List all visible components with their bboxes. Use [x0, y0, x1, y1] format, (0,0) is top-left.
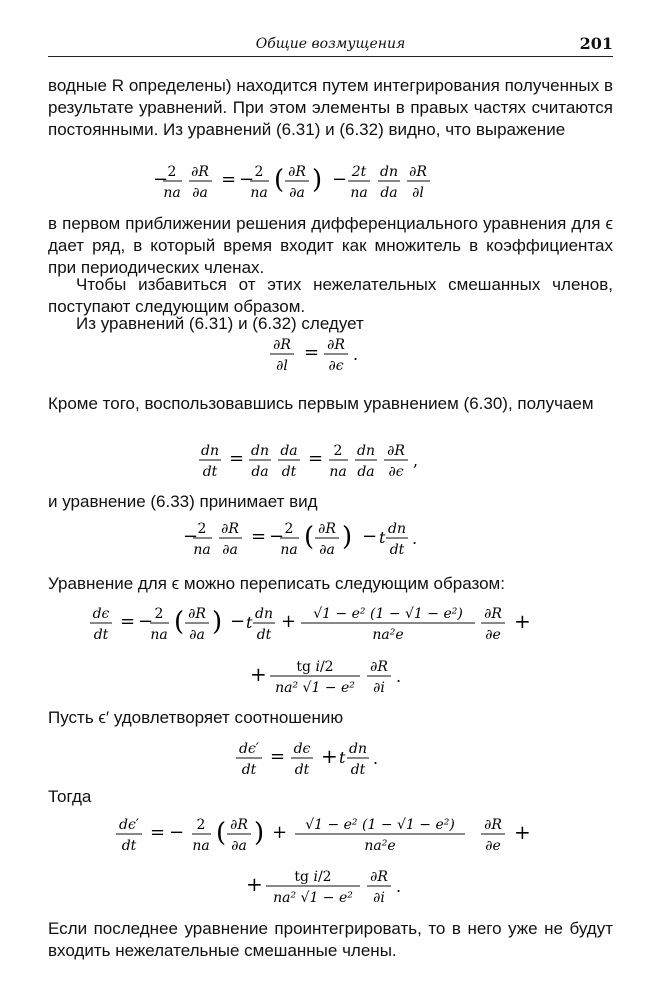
equation-4-graphic	[181, 515, 481, 561]
svg-text:dn: dn	[200, 443, 219, 459]
svg-text:∂R: ∂R	[484, 606, 502, 622]
svg-text:dϵ′: dϵ′	[119, 817, 139, 833]
paragraph-2: в первом приближении решения дифференциального уравнения для ϵ дает ряд, в который время входит как множитель в коэффициентах при периодических членах.	[48, 214, 613, 277]
svg-text:(: (	[174, 607, 185, 637]
svg-text:da: da	[250, 464, 269, 480]
svg-text:+: +	[320, 744, 338, 768]
svg-text:na: na	[328, 464, 347, 480]
svg-text:∂R: ∂R	[230, 817, 248, 833]
svg-text:−: −	[331, 169, 347, 190]
paragraph-10: Если последнее уравнение проинтегрировать, то в него уже не будут входить нежелательные смешанные члены.	[48, 919, 613, 960]
svg-text:): )	[311, 165, 322, 195]
svg-text:da: da	[379, 185, 398, 201]
svg-text:(: (	[216, 818, 227, 848]
svg-text:+: +	[514, 609, 531, 633]
svg-text:=: =	[120, 611, 136, 632]
equation-7b-graphic	[48, 863, 613, 909]
svg-text:dn: dn	[255, 606, 273, 622]
running-header	[48, 34, 613, 57]
svg-text:tg i/2: tg i/2	[294, 869, 332, 885]
svg-text:−: −	[169, 822, 185, 843]
svg-text:−: −	[268, 526, 284, 547]
svg-text:+: +	[281, 611, 297, 632]
svg-text:∂R: ∂R	[408, 164, 427, 180]
svg-text:=: =	[228, 448, 244, 469]
paragraph-9: Тогда	[48, 787, 92, 806]
equation-2-graphic	[266, 331, 396, 377]
svg-text:da: da	[279, 443, 298, 459]
svg-text:): )	[341, 522, 352, 552]
svg-text:2: 2	[197, 521, 206, 537]
svg-text:dt: dt	[202, 464, 217, 480]
svg-text:dt: dt	[350, 762, 365, 778]
svg-text:dt: dt	[241, 762, 256, 778]
svg-text:2: 2	[196, 817, 206, 833]
svg-text:dt: dt	[121, 838, 137, 854]
svg-text:na² √1 − e²: na² √1 − e²	[275, 680, 355, 696]
svg-text:∂ϵ: ∂ϵ	[387, 464, 404, 480]
svg-text:na: na	[349, 185, 368, 201]
svg-text:∂R: ∂R	[317, 521, 336, 537]
equation-7a-graphic	[48, 811, 613, 857]
svg-text:∂ϵ: ∂ϵ	[327, 358, 344, 374]
svg-text:−: −	[238, 169, 254, 190]
paragraph-7: Уравнение для ϵ можно переписать следующим образом:	[48, 574, 505, 593]
svg-text:dn: dn	[250, 443, 269, 459]
svg-text:∂a: ∂a	[231, 838, 247, 854]
equation-4	[48, 515, 613, 561]
equation-5a-graphic	[48, 600, 613, 646]
svg-text:t: t	[246, 613, 253, 632]
svg-text:∂a: ∂a	[288, 185, 305, 201]
svg-text:−: −	[230, 611, 246, 632]
equation-7b	[48, 863, 613, 909]
svg-text:dn: dn	[379, 164, 398, 180]
svg-text:∂e: ∂e	[485, 838, 501, 854]
svg-text:∂R: ∂R	[272, 337, 291, 353]
svg-text:∂a: ∂a	[191, 185, 208, 201]
svg-text:∂R: ∂R	[190, 164, 209, 180]
svg-text:t: t	[338, 748, 345, 767]
svg-text:∂l: ∂l	[275, 358, 288, 374]
svg-text:t: t	[378, 528, 385, 547]
svg-text:∂R: ∂R	[370, 659, 388, 675]
svg-text:na: na	[162, 185, 181, 201]
paragraph-6: и уравнение (6.33) принимает вид	[48, 492, 318, 511]
svg-text:2: 2	[154, 606, 164, 622]
running-head: Общие возмущения	[255, 36, 406, 52]
svg-text:∂R: ∂R	[220, 521, 239, 537]
svg-text:=: =	[220, 169, 236, 190]
svg-text:2t: 2t	[351, 164, 366, 180]
equation-2	[48, 331, 613, 377]
svg-text:∂l: ∂l	[411, 185, 424, 201]
svg-text:−: −	[361, 526, 377, 547]
svg-text:.: .	[396, 667, 402, 686]
svg-text:√1 − e² (1 − √1 − e²): √1 − e² (1 − √1 − e²)	[305, 817, 455, 833]
equation-6	[48, 735, 613, 781]
svg-text:=: =	[307, 448, 323, 469]
svg-text:): )	[254, 818, 265, 848]
svg-text:−: −	[138, 611, 154, 632]
svg-text:∂i: ∂i	[373, 680, 385, 696]
svg-text:∂R: ∂R	[188, 606, 206, 622]
svg-text:=: =	[150, 822, 166, 843]
svg-text:na: na	[192, 542, 211, 558]
svg-text:∂R: ∂R	[287, 164, 306, 180]
svg-text:dt: dt	[389, 542, 404, 558]
equation-1	[48, 158, 613, 204]
equation-3	[48, 437, 613, 483]
svg-text:na: na	[279, 542, 298, 558]
svg-text:∂R: ∂R	[326, 337, 345, 353]
svg-text:na: na	[249, 185, 268, 201]
svg-text:dt: dt	[256, 627, 272, 643]
svg-text:2: 2	[333, 443, 342, 459]
svg-text:dϵ: dϵ	[92, 606, 110, 622]
svg-text:2: 2	[167, 164, 176, 180]
svg-text:.: .	[396, 877, 402, 896]
svg-text:dn: dn	[348, 741, 367, 757]
svg-text:∂R: ∂R	[484, 817, 502, 833]
page-number: 201	[579, 34, 613, 53]
svg-text:∂R: ∂R	[386, 443, 405, 459]
equation-7a	[48, 811, 613, 857]
svg-text:na²e: na²e	[372, 627, 404, 643]
svg-text:=: =	[250, 526, 266, 547]
svg-text:∂e: ∂e	[485, 627, 501, 643]
svg-text:√1 − e² (1 − √1 − e²): √1 − e² (1 − √1 − e²)	[313, 606, 463, 622]
paragraph-4: Из уравнений (6.31) и (6.32) следует	[76, 314, 364, 333]
equation-5b-graphic	[48, 653, 613, 699]
svg-text:+: +	[246, 872, 263, 896]
paragraph-5: Кроме того, воспользовавшись первым уравнением (6.30), получаем	[48, 394, 594, 413]
svg-text:dϵ′: dϵ′	[238, 741, 259, 757]
svg-text:2: 2	[284, 521, 293, 537]
svg-text:+: +	[250, 662, 267, 686]
svg-text:=: =	[269, 746, 285, 767]
svg-text:.: .	[372, 749, 378, 768]
svg-text:dt: dt	[294, 762, 309, 778]
svg-text:.: .	[352, 345, 358, 364]
svg-text:+: +	[272, 822, 288, 843]
svg-text:∂i: ∂i	[373, 890, 385, 906]
paragraph-1: водные R определены) находится путем интегрирования полученных в результате уравнений. При этом элементы в правых частях считаются постоянными. Из уравнений (6.31) и (6.32) видно, что выражение	[48, 76, 613, 139]
paragraph-8: Пусть ϵ′ удовлетворяет соотношению	[48, 708, 344, 727]
svg-text:=: =	[303, 342, 319, 363]
svg-text:(: (	[303, 522, 314, 552]
svg-text:∂a: ∂a	[221, 542, 238, 558]
svg-text:2: 2	[254, 164, 263, 180]
equation-5a	[48, 600, 613, 646]
svg-text:na²e: na²e	[364, 838, 396, 854]
svg-text:(: (	[273, 165, 284, 195]
svg-text:∂a: ∂a	[189, 627, 205, 643]
svg-text:tg i/2: tg i/2	[296, 659, 334, 675]
svg-text:dn: dn	[356, 443, 375, 459]
svg-text:.: .	[411, 529, 417, 548]
svg-text:dt: dt	[281, 464, 296, 480]
paragraph-3: Чтобы избавиться от этих нежелательных смешанных членов, поступают следующим образом.	[48, 275, 613, 316]
svg-text:dn: dn	[387, 521, 406, 537]
equation-3-graphic	[196, 437, 466, 483]
svg-text:): )	[212, 607, 223, 637]
equation-5b	[48, 653, 613, 699]
svg-text:na: na	[150, 627, 168, 643]
svg-text:dt: dt	[93, 627, 109, 643]
svg-text:∂R: ∂R	[370, 869, 388, 885]
svg-text:na² √1 − e²: na² √1 − e²	[273, 890, 353, 906]
svg-text:+: +	[514, 820, 531, 844]
svg-text:−: −	[152, 169, 168, 190]
svg-text:∂a: ∂a	[318, 542, 335, 558]
svg-text:,: ,	[412, 451, 418, 470]
equation-6-graphic	[231, 735, 431, 781]
svg-text:na: na	[192, 838, 210, 854]
svg-text:dϵ: dϵ	[293, 741, 310, 757]
svg-text:−: −	[182, 526, 198, 547]
equation-1-graphic	[151, 158, 511, 204]
svg-text:da: da	[356, 464, 375, 480]
